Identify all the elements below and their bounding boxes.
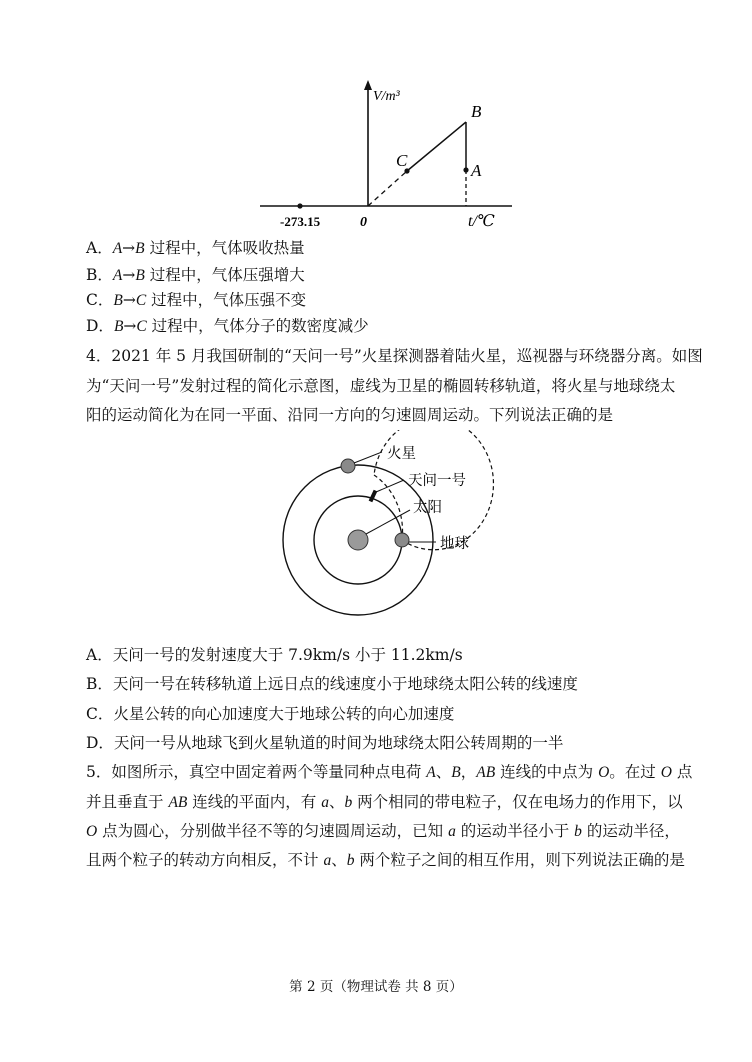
y-axis-label: V/m³ — [373, 89, 400, 104]
point-label-a: A — [471, 161, 482, 180]
sun — [348, 530, 368, 550]
point-label-b: B — [471, 102, 482, 121]
label-earth: 地球 — [440, 536, 469, 552]
line-c-b — [407, 122, 466, 171]
q4-option-d: D．天问一号从地球飞到火星轨道的时间为地球绕太阳公转周期的一半 — [86, 734, 564, 752]
vt-graph — [250, 80, 520, 230]
q5-line-2: 并且垂直于 AB 连线的平面内，有 a、b 两个相同的带电粒子，仅在电场力的作用下，以 — [86, 793, 683, 811]
q5-line-1: 5．如图所示，真空中固定着两个等量同种点电荷 A、B，AB 连线的中点为 O。在过 O 点 — [86, 763, 693, 781]
q5-line-3: O 点为圆心，分别做半径不等的匀速圆周运动，已知 a 的运动半径小于 b 的运动半径， — [86, 822, 680, 840]
orbit-diagram — [270, 430, 510, 640]
abs-zero-label: -273.15 — [280, 214, 321, 229]
q4-option-a: A．天问一号的发射速度大于 7.9km/s 小于 11.2km/s — [86, 646, 463, 664]
point-abs-zero — [297, 203, 302, 208]
q3-option-c: C．B→C 过程中，气体压强不变 — [86, 291, 307, 309]
point-a — [463, 167, 468, 172]
label-mars: 火星 — [387, 446, 416, 462]
leader-sun — [366, 510, 410, 534]
q4-option-b: B．天问一号在转移轨道上远日点的线速度小于地球绕太阳公转的线速度 — [86, 675, 578, 693]
y-axis-arrow-icon — [364, 80, 372, 90]
origin-label: 0 — [360, 215, 367, 230]
page-footer: 第 2 页（物理试卷 共 8 页） — [289, 979, 463, 995]
label-probe: 天问一号 — [408, 473, 466, 489]
q4-option-c: C．火星公转的向心加速度大于地球公转的向心加速度 — [86, 705, 455, 723]
q4-stem-line-3: 阳的运动简化为在同一平面、沿同一方向的匀速圆周运动。下列说法正确的是 — [86, 406, 614, 424]
earth — [395, 533, 409, 547]
mars — [341, 459, 355, 473]
x-axis-label: t/℃ — [468, 213, 495, 230]
dashed-extrapolation — [368, 171, 407, 206]
q5-line-4: 且两个粒子的转动方向相反，不计 a、b 两个粒子之间的相互作用，则下列说法正确的是 — [86, 851, 685, 869]
q3-option-d: D．B→C 过程中，气体分子的数密度减少 — [86, 317, 369, 335]
q4-stem-line-1: 4．2021 年 5 月我国研制的“天问一号”火星探测器着陆火星，巡视器与环绕器分离。如图 — [86, 347, 703, 365]
point-label-c: C — [396, 151, 408, 170]
q4-stem-line-2: 为“天问一号”发射过程的简化示意图，虚线为卫星的椭圆转移轨道，将火星与地球绕太 — [86, 377, 676, 395]
q3-option-a: A．A→B 过程中，气体吸收热量 — [86, 239, 305, 257]
q3-option-b: B．A→B 过程中，气体压强增大 — [86, 266, 305, 284]
label-sun: 太阳 — [413, 500, 442, 516]
